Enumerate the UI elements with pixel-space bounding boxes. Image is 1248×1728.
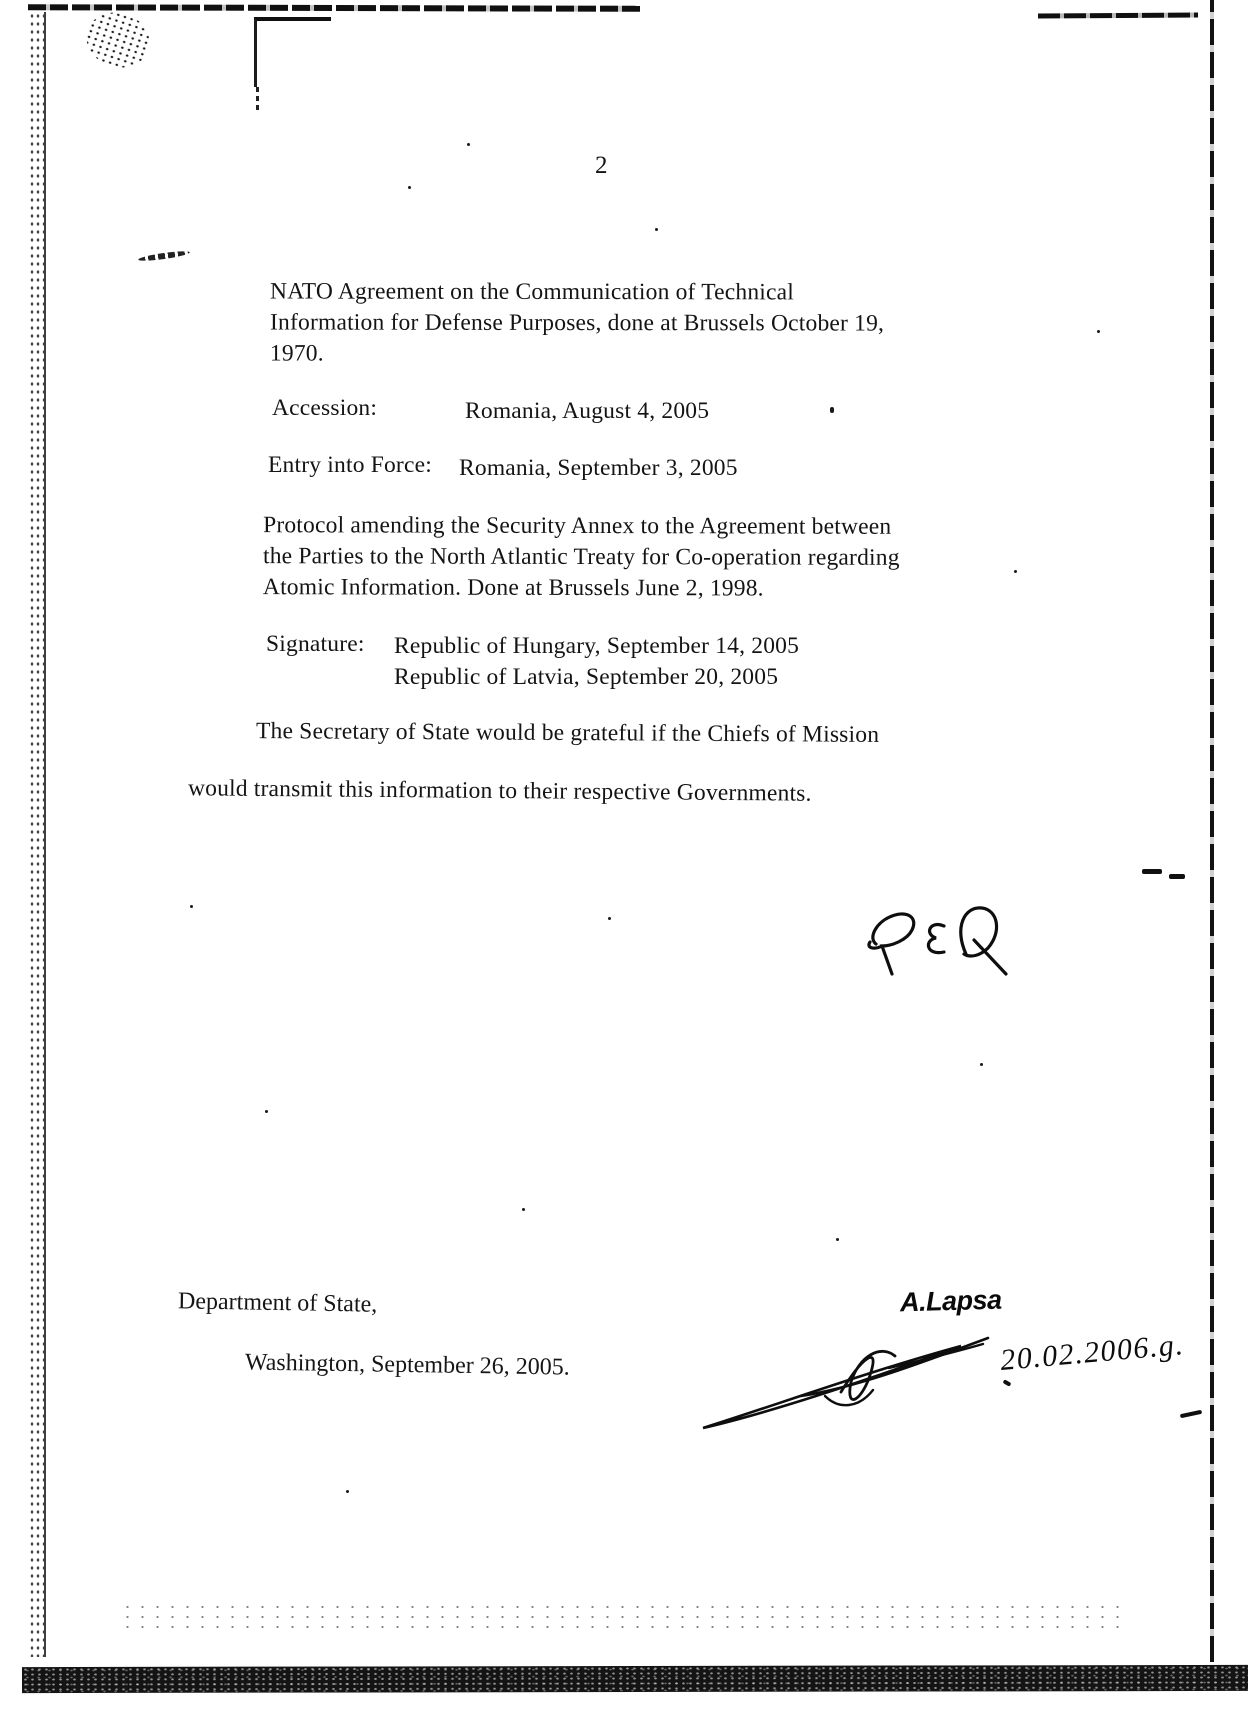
noise-dot: [522, 1208, 525, 1211]
closing-line-2: would transmit this information to their respective Governments.: [187, 775, 812, 807]
scan-noise-band: [120, 1602, 1125, 1636]
scan-bottom-edge-bar: [22, 1665, 1248, 1693]
footer-place-date: Washington, September 26, 2005.: [244, 1349, 570, 1381]
scan-left-edge-strip: [29, 12, 46, 1657]
paragraph-line: Atomic Information. Done at Brussels June 2, 1998.: [262, 574, 764, 602]
signature-stroke: [693, 1330, 998, 1435]
closing-line-1: The Secretary of State would be grateful if the Chiefs of Mission: [255, 718, 880, 748]
page-number: 2: [595, 152, 608, 179]
noise-dot: [408, 186, 411, 189]
signature-value-line: Republic of Hungary, September 14, 2005: [394, 633, 800, 659]
noise-dot: [265, 1110, 268, 1113]
scan-corner-mark-tail: [256, 84, 259, 110]
scan-right-edge-line: [1210, 0, 1214, 1662]
paragraph-protocol: [263, 510, 900, 605]
margin-tick: [1180, 1410, 1202, 1418]
scan-top-edge-line-right: [1038, 12, 1198, 18]
margin-dash: [1142, 869, 1162, 874]
entry-into-force-label: Entry into Force:: [268, 452, 432, 478]
handwritten-initials: [862, 898, 1012, 983]
paragraph-line: 1970.: [269, 340, 324, 367]
scan-top-edge-line: [28, 4, 642, 12]
noise-dot: [1014, 570, 1017, 573]
margin-dash: [1169, 874, 1185, 879]
noise-dot: [190, 905, 193, 908]
footer-department: Department of State,: [177, 1288, 378, 1318]
noise-dot: [346, 1490, 349, 1493]
noise-dot: [1097, 330, 1100, 333]
noise-dot: [830, 407, 834, 413]
paragraph-line: the Parties to the North Atlantic Treaty for Co-operation regarding: [262, 543, 900, 571]
noise-dot: [608, 917, 611, 920]
entry-into-force-value: Romania, September 3, 2005: [459, 455, 738, 481]
accession-label: Accession:: [272, 395, 378, 421]
accession-value: Romania, August 4, 2005: [465, 398, 710, 424]
noise-dot: [655, 228, 658, 231]
signature-value-line: Republic of Latvia, September 20, 2005: [394, 664, 779, 690]
handwritten-date: 20.02.2006.g.: [998, 1328, 1186, 1377]
paragraph-line: Protocol amending the Security Annex to the Agreement between: [263, 512, 892, 540]
signature-label: Signature:: [266, 631, 365, 657]
paragraph-line: Information for Defense Purposes, done at Brussels October 19,: [269, 309, 885, 337]
margin-squiggle: [138, 249, 190, 262]
noise-dot: [836, 1238, 839, 1241]
signature-values: [394, 631, 799, 693]
handwritten-comma: [1003, 1379, 1012, 1386]
signer-name: A.Lapsa: [899, 1284, 1002, 1318]
noise-dot: [467, 143, 470, 146]
paragraph-line: NATO Agreement on the Communication of Technical: [270, 278, 795, 306]
scan-smudge: [79, 4, 157, 75]
paragraph-nato-agreement: [270, 276, 884, 370]
noise-dot: [980, 1063, 983, 1066]
scan-corner-mark: [254, 17, 331, 87]
